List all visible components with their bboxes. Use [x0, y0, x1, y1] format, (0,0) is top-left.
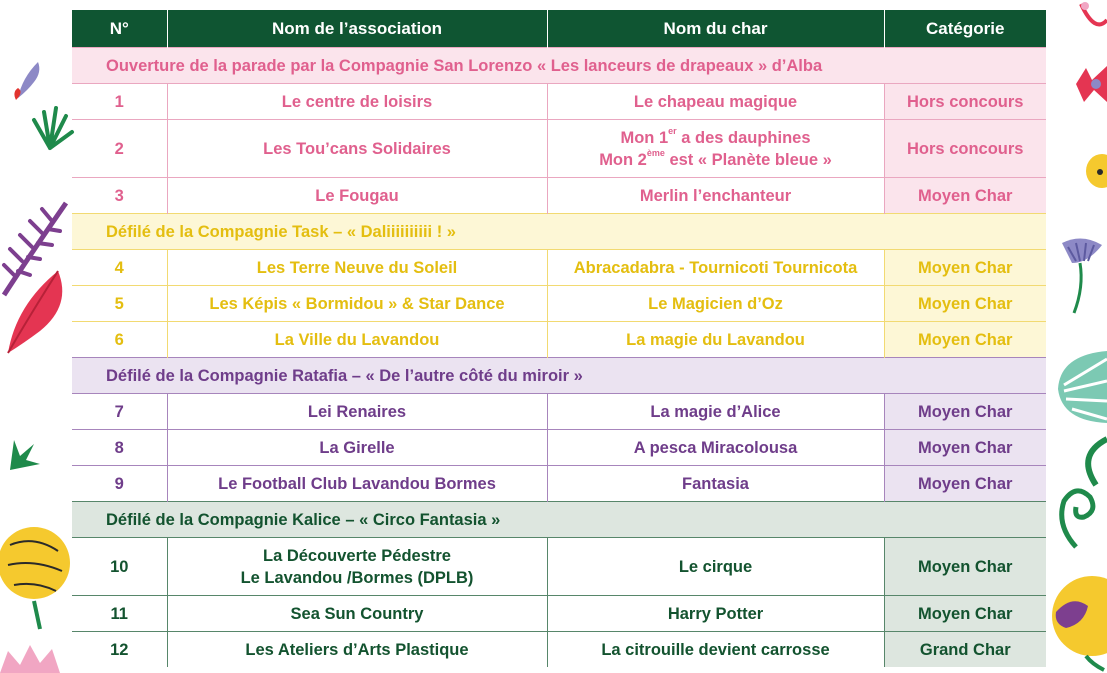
lavender-flower-icon — [8, 58, 48, 103]
cell-association: Les Képis « Bormidou » & Star Dance — [167, 286, 547, 322]
cell-association: Les Tou’cans Solidaires — [167, 120, 547, 178]
green-sprout-icon — [4, 430, 44, 475]
table-row — [72, 120, 1046, 178]
cell-association: La Ville du Lavandou — [167, 322, 547, 358]
cell-association — [167, 538, 547, 596]
cell-num: 5 — [72, 286, 167, 322]
red-flower-icon — [1072, 62, 1107, 106]
cell-category: Grand Char — [884, 632, 1046, 668]
header-category: Catégorie — [884, 10, 1046, 48]
table-header — [72, 10, 1046, 48]
table-row — [72, 250, 1046, 286]
yellow-flower-icon — [1082, 152, 1107, 190]
cell-association: Les Ateliers d’Arts Plastique — [167, 632, 547, 668]
cell-char — [547, 120, 884, 178]
table-row — [72, 632, 1046, 668]
cell-association: Le Fougau — [167, 178, 547, 214]
section-row — [72, 358, 1046, 394]
table-row — [72, 394, 1046, 430]
cell-category: Moyen Char — [884, 322, 1046, 358]
table-row — [72, 84, 1046, 120]
cell-char: Merlin l’enchanteur — [547, 178, 884, 214]
header-association: Nom de l’association — [167, 10, 547, 48]
cell-num: 12 — [72, 632, 167, 668]
green-swirl-leaf-icon — [1046, 435, 1107, 550]
cell-char: Le Magicien d’Oz — [547, 286, 884, 322]
section-title: Ouverture de la parade par la Compagnie San Lorenzo « Les lanceurs de drapeaux » d’Alba — [72, 48, 1046, 84]
cell-num: 1 — [72, 84, 167, 120]
cell-char: La magie du Lavandou — [547, 322, 884, 358]
yellow-flower-icon — [0, 505, 78, 630]
green-grass-icon — [26, 102, 76, 152]
red-leaf-icon — [0, 265, 72, 360]
cell-char: La magie d’Alice — [547, 394, 884, 430]
cell-association: Les Terre Neuve du Soleil — [167, 250, 547, 286]
table-row — [72, 466, 1046, 502]
section-row — [72, 214, 1046, 250]
association-line-1: La Découverte Pédestre — [262, 546, 451, 565]
section-row — [72, 502, 1046, 538]
cell-association: Lei Renaires — [167, 394, 547, 430]
char-line-2: Mon 2ème est « Planète bleue » — [599, 148, 832, 169]
cell-num: 4 — [72, 250, 167, 286]
cell-char: Le chapeau magique — [547, 84, 884, 120]
cell-num: 9 — [72, 466, 167, 502]
table-row — [72, 596, 1046, 632]
table-row — [72, 178, 1046, 214]
char-line-1: Mon 1er a des dauphines — [620, 126, 811, 147]
table-row — [72, 538, 1046, 596]
cell-num: 2 — [72, 120, 167, 178]
section-row — [72, 48, 1046, 84]
section-title: Défilé de la Compagnie Kalice – « Circo Fantasia » — [72, 502, 1046, 538]
parade-table — [72, 10, 1046, 667]
table-row — [72, 286, 1046, 322]
cell-num: 7 — [72, 394, 167, 430]
cell-num: 10 — [72, 538, 167, 596]
cell-category: Moyen Char — [884, 286, 1046, 322]
header-char: Nom du char — [547, 10, 884, 48]
cell-association: La Girelle — [167, 430, 547, 466]
yellow-purple-flower-icon — [1042, 572, 1107, 673]
cell-category: Moyen Char — [884, 178, 1046, 214]
cell-num: 8 — [72, 430, 167, 466]
table-row — [72, 430, 1046, 466]
cell-category: Hors concours — [884, 120, 1046, 178]
cell-category: Moyen Char — [884, 466, 1046, 502]
pink-flower-icon — [0, 625, 66, 673]
cell-char: La citrouille devient carrosse — [547, 632, 884, 668]
cell-char: Fantasia — [547, 466, 884, 502]
cell-category: Moyen Char — [884, 596, 1046, 632]
cell-association: Sea Sun Country — [167, 596, 547, 632]
cell-char: A pesca Miracolousa — [547, 430, 884, 466]
cell-char: Harry Potter — [547, 596, 884, 632]
cell-category: Moyen Char — [884, 250, 1046, 286]
cell-category: Moyen Char — [884, 394, 1046, 430]
cell-num: 11 — [72, 596, 167, 632]
association-line-2: Le Lavandou /Bormes (DPLB) — [240, 568, 474, 587]
lavender-flower-icon — [1058, 235, 1107, 315]
cell-association: Le Football Club Lavandou Bormes — [167, 466, 547, 502]
table-row — [72, 322, 1046, 358]
teal-shell-icon — [1050, 345, 1107, 427]
section-title: Défilé de la Compagnie Task – « Daliiiiiiiiii ! » — [72, 214, 1046, 250]
cell-association: Le centre de loisirs — [167, 84, 547, 120]
cell-num: 6 — [72, 322, 167, 358]
header-num: N° — [72, 10, 167, 48]
pink-flower-icon — [1075, 0, 1107, 38]
cell-category: Moyen Char — [884, 430, 1046, 466]
cell-char: Le cirque — [547, 538, 884, 596]
cell-category: Moyen Char — [884, 538, 1046, 596]
cell-num: 3 — [72, 178, 167, 214]
cell-category: Hors concours — [884, 84, 1046, 120]
section-title: Défilé de la Compagnie Ratafia – « De l’autre côté du miroir » — [72, 358, 1046, 394]
cell-char: Abracadabra - Tournicoti Tournicota — [547, 250, 884, 286]
